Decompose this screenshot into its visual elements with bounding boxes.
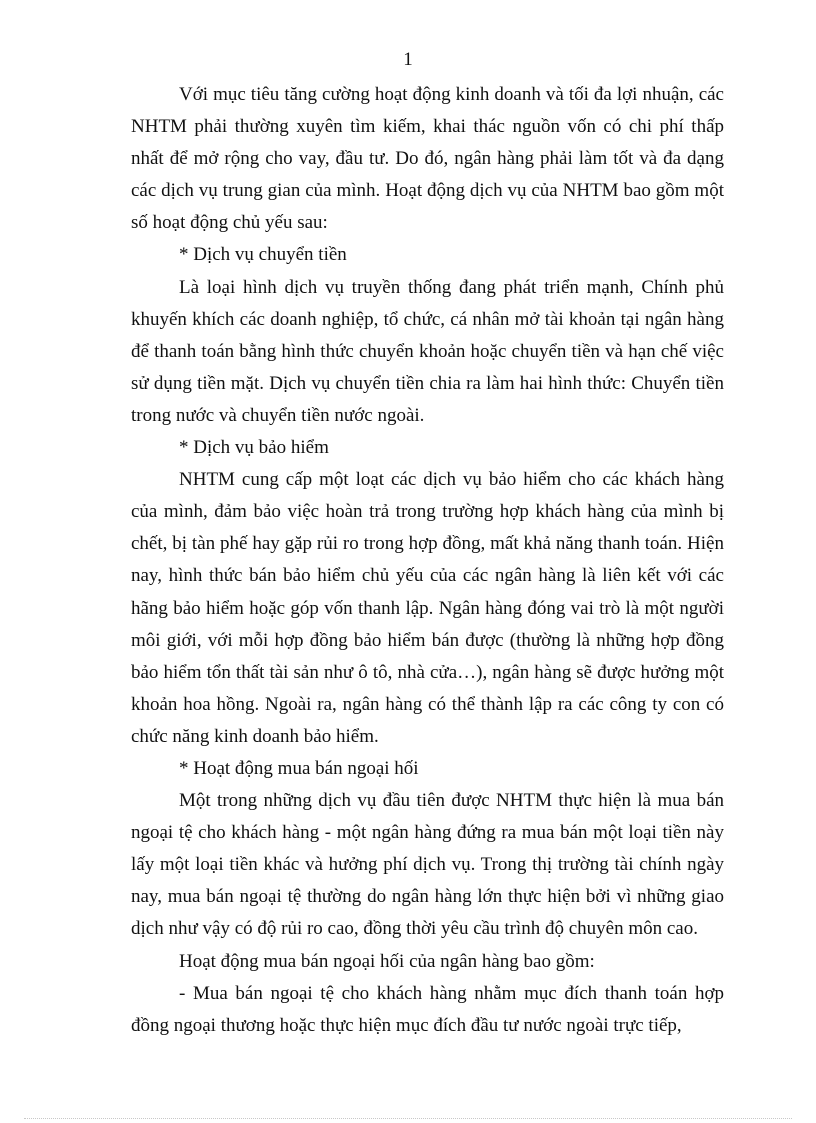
insurance-paragraph: NHTM cung cấp một loạt các dịch vụ bảo hiểm cho các khách hàng của mình, đảm bảo việc hoàn trả trong trường hợp khách hàng của mình bị chết, bị tàn phế hay gặp rủi ro trong hợp đồng, mất khả năng thanh toán. Hiện nay, hình thức bán bảo hiểm chủ yếu của các ngân hàng là liên kết với các hãng bảo hiểm hoặc góp vốn thanh lập. Ngân hàng đóng vai trò là một người môi giới, với mỗi hợp đồng bảo hiểm bán được (thường là những hợp đồng bảo hiểm tổn thất tài sản như ô tô, nhà cửa…), ngân hàng sẽ được hưởng một khoản hoa hồng. Ngoài ra, ngân hàng có thể thành lập ra các công ty con có chức năng kinh doanh bảo hiểm.: [131, 469, 724, 747]
money-transfer-paragraph: Là loại hình dịch vụ truyền thống đang phát triển mạnh, Chính phủ khuyến khích các doanh nghiệp, tổ chức, cá nhân mở tài khoản tại ngân hàng để thanh toán bằng hình thức chuyển khoản hoặc chuyển tiền và hạn chế việc sử dụng tiền mặt. Dịch vụ chuyển tiền chia ra làm hai hình thức: Chuyển tiền trong nước và chuyển tiền nước ngoài.: [131, 276, 724, 426]
document-body: [131, 79, 724, 1042]
heading-insurance: * Dịch vụ bảo hiểm: [179, 437, 329, 459]
foreign-exchange-intro: Hoạt động mua bán ngoại hối của ngân hàng bao gồm:: [179, 950, 595, 972]
page-bottom-divider: [24, 1118, 792, 1119]
heading-foreign-exchange: * Hoạt động mua bán ngoại hối: [179, 757, 419, 779]
heading-money-transfer: * Dịch vụ chuyển tiền: [179, 244, 347, 266]
page-number: 1: [403, 49, 413, 70]
foreign-exchange-paragraph: Một trong những dịch vụ đầu tiên được NHTM thực hiện là mua bán ngoại tệ cho khách hàng - một ngân hàng đứng ra mua bán một loại tiền này lấy một loại tiền khác và hưởng phí dịch vụ. Trong thị trường tài chính ngày nay, mua bán ngoại tệ thường do ngân hàng lớn thực hiện bởi vì những giao dịch như vậy có độ rủi ro cao, đồng thời yêu cầu trình độ chuyên môn cao.: [131, 790, 724, 940]
intro-paragraph: Với mục tiêu tăng cường hoạt động kinh doanh và tối đa lợi nhuận, các NHTM phải thường xuyên tìm kiếm, khai thác nguồn vốn có chi phí thấp nhất để mở rộng cho vay, đầu tư. Do đó, ngân hàng phải làm tốt và đa dạng các dịch vụ trung gian của mình. Hoạt động dịch vụ của NHTM bao gồm một số hoạt động chủ yếu sau:: [131, 84, 724, 234]
foreign-exchange-item: - Mua bán ngoại tệ cho khách hàng nhằm mục đích thanh toán hợp đồng ngoại thương hoặc thực hiện mục đích đầu tư nước ngoài trực tiếp,: [131, 982, 724, 1036]
